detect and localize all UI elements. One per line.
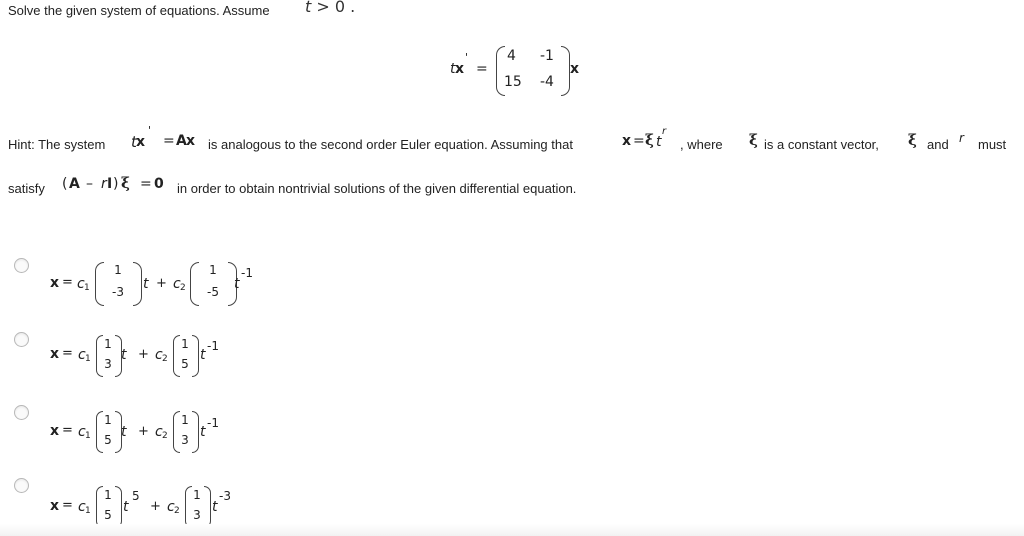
- opt2-vec2-right-paren: [192, 335, 199, 377]
- opt2-t2-exp: -1: [207, 339, 219, 353]
- hint-sys-t: t: [131, 133, 137, 151]
- hint-sys-A: A: [176, 133, 187, 149]
- opt4-c1: c: [78, 499, 86, 515]
- eq2-eq: =: [140, 176, 152, 192]
- opt2-vec1-bottom: 3: [104, 357, 112, 371]
- opt1-c1-sub: 1: [84, 283, 90, 293]
- option-3-radio[interactable]: [14, 405, 29, 420]
- hint-assume-xi: ξ: [645, 131, 654, 149]
- question-prefix: Solve the given system of equations. Assume: [8, 3, 270, 18]
- opt4-c2: c: [167, 499, 175, 515]
- page-bottom-edge: [0, 524, 1024, 536]
- opt2-vec1-top: 1: [104, 337, 112, 351]
- hint-sys-eq: =: [163, 133, 175, 149]
- hint-assume-t: t: [656, 134, 662, 150]
- cond-end: .: [350, 0, 356, 16]
- hint-sys-prime: ': [148, 124, 152, 137]
- opt3-t2: t: [200, 424, 206, 440]
- eq2-close: ): [113, 176, 119, 192]
- option-4-radio[interactable]: [14, 478, 29, 493]
- system-equals: =: [476, 61, 488, 77]
- eq2-zero: 0: [154, 176, 164, 192]
- opt3-vec2-right-paren: [192, 411, 199, 453]
- opt1-vec2-bottom: -5: [207, 285, 219, 299]
- hint-assume-x: x: [622, 133, 632, 149]
- opt2-vec2-bottom: 5: [181, 357, 189, 371]
- hint-assume-r: r: [662, 126, 667, 137]
- opt4-t2: t: [212, 499, 218, 515]
- hint-mid: is analogous to the second order Euler equation. Assuming that: [208, 137, 573, 152]
- opt1-c1: c: [77, 276, 85, 292]
- opt2-vec2-top: 1: [181, 337, 189, 351]
- hint-where: , where: [680, 137, 723, 152]
- opt4-plus: +: [150, 499, 161, 514]
- opt4-c2-sub: 2: [174, 506, 180, 516]
- option-1-radio[interactable]: [14, 258, 29, 273]
- system-rhs-x: x: [570, 61, 580, 77]
- opt1-plus: +: [156, 276, 167, 291]
- hint-xi: ξ: [749, 131, 758, 149]
- hint-end: in order to obtain nontrivial solutions of the given differential equation.: [177, 181, 577, 196]
- hint-start: Hint: The system: [8, 137, 106, 152]
- hint-sys-x: x: [136, 134, 146, 150]
- opt2-t1: t: [121, 347, 127, 363]
- opt1-vec1-bottom: -3: [112, 285, 124, 299]
- eq2-r: r: [101, 176, 107, 192]
- opt2-t2: t: [200, 347, 206, 363]
- opt3-c1-sub: 1: [85, 431, 91, 441]
- eq2-I: I: [107, 176, 113, 192]
- opt3-plus: +: [138, 424, 149, 439]
- opt3-vec2-top: 1: [181, 413, 189, 427]
- hint-assume-eq: =: [633, 133, 645, 149]
- hint-const: is a constant vector,: [764, 137, 879, 152]
- opt3-vec1-bottom: 5: [104, 433, 112, 447]
- hint-and: and: [927, 137, 949, 152]
- opt2-c1-sub: 1: [85, 354, 91, 364]
- eq2-open: (: [62, 176, 68, 192]
- matrix-a11: 4: [507, 48, 516, 64]
- opt1-x: x: [50, 275, 60, 291]
- opt4-t1-exp: 5: [132, 489, 140, 503]
- opt1-vec1-top: 1: [114, 263, 122, 277]
- opt2-x: x: [50, 346, 60, 362]
- eq2-minus: –: [86, 176, 93, 192]
- matrix-a12: -1: [540, 48, 554, 64]
- eq2-xi: ξ: [121, 174, 130, 192]
- opt4-vec2-top: 1: [193, 488, 201, 502]
- opt3-vec2-bottom: 3: [181, 433, 189, 447]
- opt2-plus: +: [138, 347, 149, 362]
- opt3-t1: t: [121, 424, 127, 440]
- eq2-A: A: [69, 176, 80, 192]
- opt1-vec1-right-paren: [133, 262, 142, 306]
- opt4-vec2-bottom: 3: [193, 508, 201, 522]
- cond-op: >: [316, 0, 330, 16]
- opt2-c1: c: [78, 347, 86, 363]
- opt3-vec1-top: 1: [104, 413, 112, 427]
- opt2-eq: =: [62, 346, 73, 361]
- system-lhs-x: x: [455, 61, 465, 77]
- option-2-radio[interactable]: [14, 332, 29, 347]
- condition: [305, 0, 355, 16]
- opt4-x: x: [50, 498, 60, 514]
- opt3-c2-sub: 2: [162, 431, 168, 441]
- hint-must: must: [978, 137, 1007, 152]
- hint-and-r: r: [959, 131, 964, 145]
- opt3-eq: =: [62, 423, 73, 438]
- opt4-eq: =: [62, 498, 73, 513]
- system-prime: ': [465, 51, 469, 64]
- opt4-vec1-bottom: 5: [104, 508, 112, 522]
- matrix-a21: 15: [504, 74, 522, 90]
- opt1-t1: t: [143, 276, 149, 292]
- opt4-c1-sub: 1: [85, 506, 91, 516]
- question-text: [8, 3, 270, 18]
- opt3-c1: c: [78, 424, 86, 440]
- hint-and-xi: ξ: [908, 131, 917, 149]
- opt4-t2-exp: -3: [219, 489, 231, 503]
- opt4-t1: t: [123, 499, 129, 515]
- cond-var: t: [305, 0, 312, 16]
- opt1-vec2-top: 1: [209, 263, 217, 277]
- opt1-t2-exp: -1: [241, 266, 253, 280]
- opt4-vec1-top: 1: [104, 488, 112, 502]
- system-lhs-t: t: [450, 61, 456, 77]
- hint-sys-x2: x: [186, 133, 196, 149]
- cond-val: 0: [334, 0, 346, 16]
- opt3-c2: c: [155, 424, 163, 440]
- matrix-right-paren: [561, 46, 570, 96]
- hint-satisfy: satisfy: [8, 181, 45, 196]
- opt2-c2-sub: 2: [162, 354, 168, 364]
- opt4-vec1-right-paren: [115, 486, 122, 528]
- opt3-t2-exp: -1: [207, 416, 219, 430]
- opt3-x: x: [50, 423, 60, 439]
- opt1-t2: t: [234, 276, 240, 292]
- opt1-eq: =: [62, 275, 73, 290]
- opt4-vec2-right-paren: [204, 486, 211, 528]
- matrix-a22: -4: [540, 74, 554, 90]
- opt2-c2: c: [155, 347, 163, 363]
- opt1-c2: c: [173, 276, 181, 292]
- opt1-c2-sub: 2: [180, 283, 186, 293]
